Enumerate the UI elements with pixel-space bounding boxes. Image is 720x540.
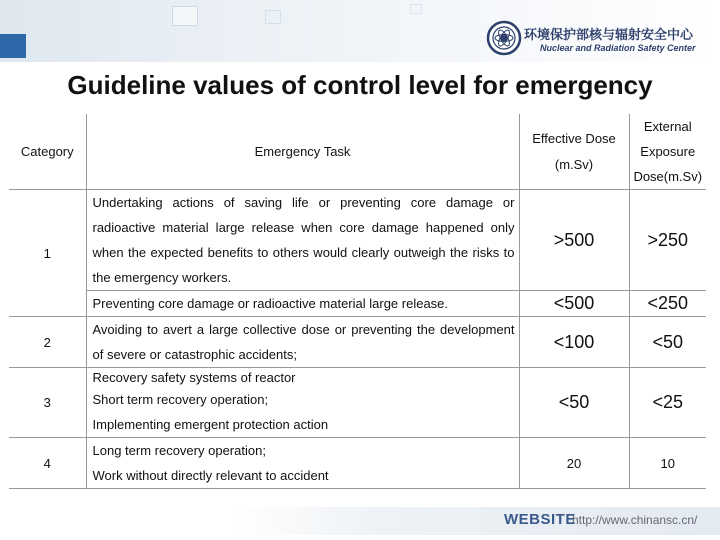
effective-dose-cell: 20 — [519, 438, 629, 489]
category-cell: 3 — [9, 368, 86, 438]
external-dose-cell: 10 — [629, 438, 706, 489]
header-banner — [0, 0, 720, 62]
org-name-en: Nuclear and Radiation Safety Center — [540, 43, 696, 53]
decorative-square — [172, 6, 198, 26]
header-effective-dose — [519, 114, 629, 190]
page-title: Guideline values of control level for emergency — [67, 70, 653, 100]
effective-dose-cell: <500 — [519, 291, 629, 317]
table-row — [9, 190, 706, 291]
effective-dose-cell: <50 — [519, 368, 629, 438]
external-dose-cell: <50 — [629, 317, 706, 368]
external-dose-cell: <25 — [629, 368, 706, 438]
task-line: Implementing emergent protection action — [92, 417, 329, 432]
header-external-line1: External — [643, 119, 692, 134]
decorative-square — [265, 10, 281, 24]
header-effective-dose-line2: (m.Sv) — [554, 156, 594, 172]
category-cell: 2 — [9, 317, 86, 368]
org-name-cn: 环境保护部核与辐射安全中心 — [524, 28, 694, 43]
task-line: Work without directly relevant to accident — [92, 468, 329, 483]
task-line: Short term recovery operation; — [92, 392, 269, 407]
header-external-dose — [629, 114, 706, 190]
category-cell: 4 — [9, 438, 86, 489]
table-header-row — [9, 114, 706, 190]
table-row — [9, 291, 706, 317]
footer-website-label: WEBSITE — [504, 511, 576, 528]
nsc-logo-icon — [486, 20, 522, 56]
header-external-line2: Exposure — [640, 144, 696, 159]
effective-dose-cell: >500 — [519, 190, 629, 291]
decorative-square — [410, 4, 422, 14]
header-effective-dose-line1: Effective Dose — [532, 130, 616, 146]
header-external-line3: Dose(m.Sv) — [633, 169, 703, 184]
table-row — [9, 368, 706, 438]
external-dose-cell: >250 — [629, 190, 706, 291]
decorative-square — [0, 34, 26, 58]
task-cell — [86, 368, 519, 438]
task-cell: Undertaking actions of saving life or preventing core damage or radioactive material large release when core damage happened only when the expected benefits to others would clearly outweigh the risks to the emergency workers. — [86, 190, 519, 291]
guideline-table — [9, 114, 706, 489]
effective-dose-cell: <100 — [519, 317, 629, 368]
header-task: Emergency Task — [86, 114, 519, 190]
table-row — [9, 317, 706, 368]
category-cell: 1 — [9, 190, 86, 317]
task-line: Recovery safety systems of reactor — [92, 370, 296, 385]
task-cell — [86, 438, 519, 489]
footer-banner — [0, 500, 720, 540]
task-cell: Avoiding to avert a large collective dose or preventing the development of severe or catastrophic accidents; — [86, 317, 519, 368]
header-category: Category — [9, 114, 86, 190]
table-row — [9, 438, 706, 489]
task-line: Long term recovery operation; — [92, 443, 266, 458]
task-cell: Preventing core damage or radioactive material large release. — [86, 291, 519, 317]
external-dose-cell: <250 — [629, 291, 706, 317]
footer-url[interactable]: http://www.chinansc.cn/ — [572, 513, 698, 527]
